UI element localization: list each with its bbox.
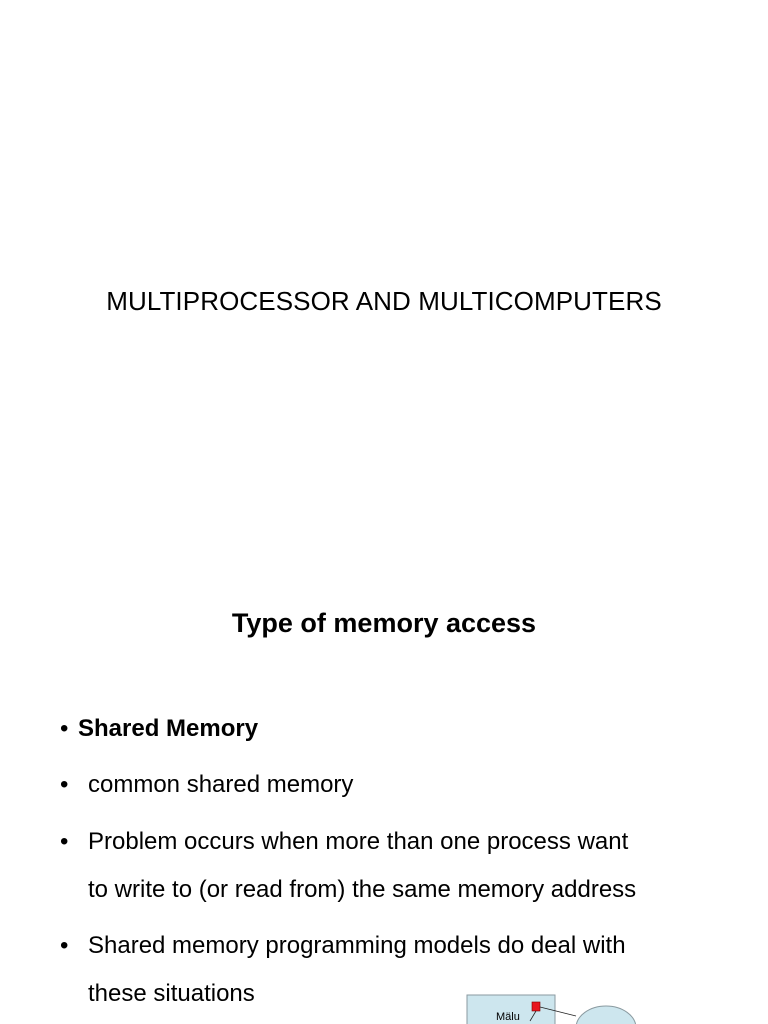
bullet-shared-memory — [60, 705, 258, 753]
memory-box-label: Mälu — [496, 1011, 520, 1023]
memory-diagram — [466, 994, 646, 1024]
memory-cell-marker — [532, 1002, 540, 1011]
bullet-marker: • — [60, 932, 69, 959]
bullet-marker: • — [60, 771, 69, 798]
bullet-marker: • — [60, 715, 69, 742]
bullet-text-continued: to write to (or read from) the same memory address — [88, 876, 637, 903]
bullet-problem-occurs — [60, 818, 636, 914]
bullet-marker: • — [60, 828, 69, 855]
bullet-text: common shared memory — [88, 771, 354, 798]
bullet-text: Shared memory programming models do deal with — [88, 932, 626, 959]
processor-node — [576, 1006, 636, 1024]
bullet-common-shared-memory — [60, 761, 353, 809]
section-heading: Type of memory access — [231, 608, 537, 638]
bullet-text-continued: these situations — [88, 980, 255, 1007]
bullet-text: Shared Memory — [78, 715, 259, 742]
slide-title: MULTIPROCESSOR AND MULTICOMPUTERS — [106, 286, 662, 316]
bullet-text: Problem occurs when more than one process want — [88, 828, 629, 855]
